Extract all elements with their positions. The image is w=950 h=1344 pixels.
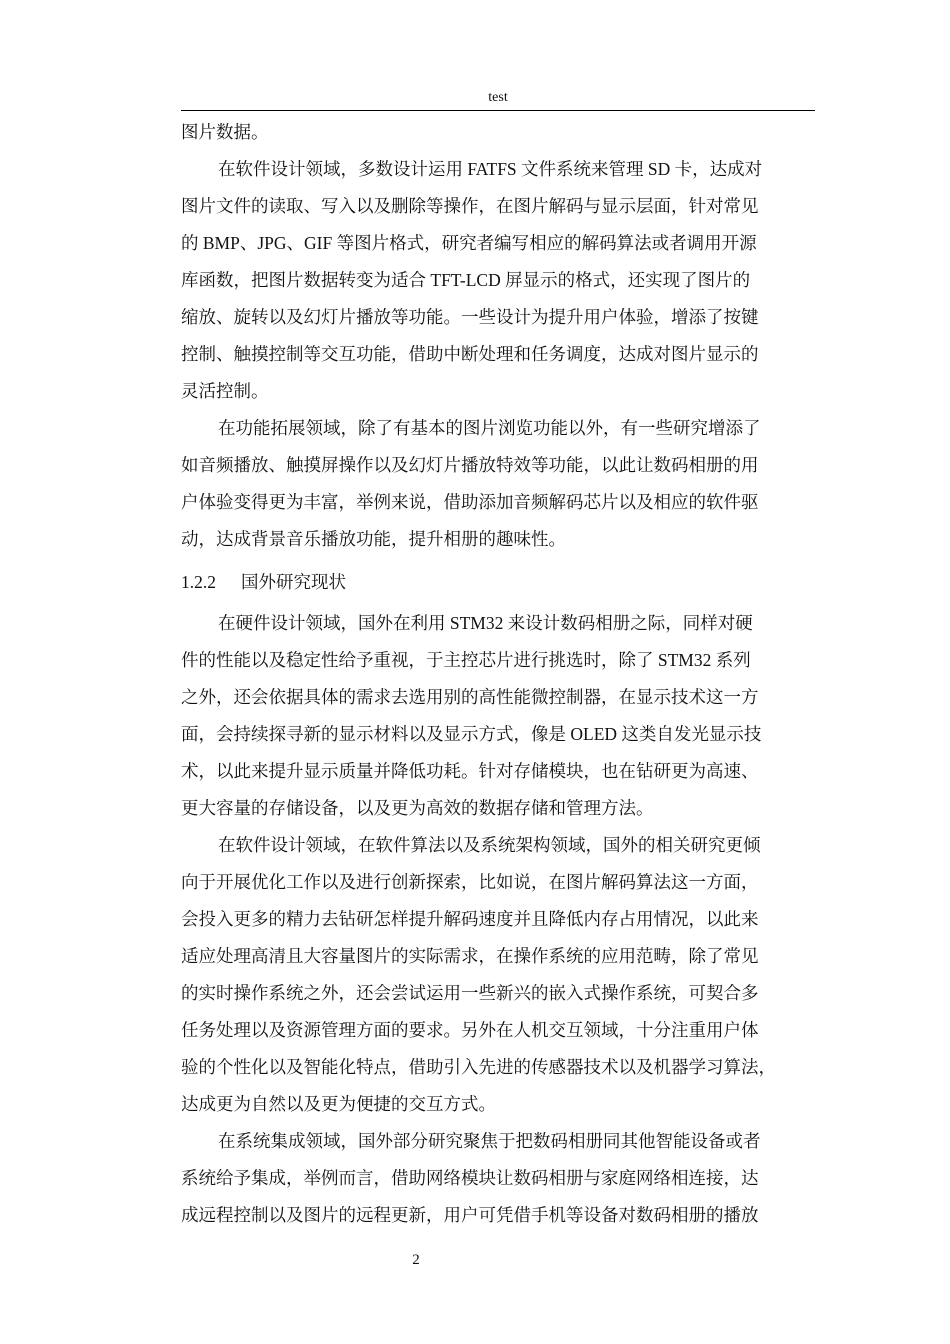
paragraph-software-design bbox=[181, 151, 821, 410]
text-line: 向于开展优化工作以及进行创新探索，比如说，在图片解码算法这一方面， bbox=[181, 872, 759, 892]
text-line: 达成更为自然以及更为便捷的交互方式。 bbox=[181, 1094, 496, 1114]
text-line: 成远程控制以及图片的远程更新，用户可凭借手机等设备对数码相册的播放 bbox=[181, 1205, 759, 1225]
text-line: 件的性能以及稳定性给予重视，于主控芯片进行挑选时，除了 STM32 系列 bbox=[181, 650, 751, 670]
text-line: 适应处理高清且大容量图片的实际需求，在操作系统的应用范畴，除了常见 bbox=[181, 946, 759, 966]
text-line: 图片数据。 bbox=[181, 122, 269, 142]
page-number: 2 bbox=[412, 1252, 420, 1268]
text-line: 在软件设计领域，多数设计运用 FATFS 文件系统来管理 SD 卡，达成对 bbox=[218, 159, 763, 179]
text-line: 的 BMP、JPG、GIF 等图片格式，研究者编写相应的解码算法或者调用开源 bbox=[181, 233, 757, 253]
text-line: 控制、触摸控制等交互功能，借助中断处理和任务调度，达成对图片显示的 bbox=[181, 344, 759, 364]
text-line: 系统给予集成，举例而言，借助网络模块让数码相册与家庭网络相连接，达 bbox=[181, 1168, 759, 1188]
text-line: 术，以此来提升显示质量并降低功耗。针对存储模块，也在钻研更为高速、 bbox=[181, 761, 759, 781]
header-rule bbox=[181, 110, 815, 111]
text-line: 如音频播放、触摸屏操作以及幻灯片播放特效等功能，以此让数码相册的用 bbox=[181, 455, 759, 475]
paragraph-continuation bbox=[181, 114, 821, 151]
text-line: 在硬件设计领域，国外在利用 STM32 来设计数码相册之际，同样对硬 bbox=[218, 613, 753, 633]
section-heading bbox=[181, 564, 821, 601]
text-line: 会投入更多的精力去钻研怎样提升解码速度并且降低内存占用情况，以此来 bbox=[181, 909, 759, 929]
text-line: 之外，还会依据具体的需求去选用别的高性能微控制器，在显示技术这一方 bbox=[181, 687, 759, 707]
text-line: 在软件设计领域，在软件算法以及系统架构领域，国外的相关研究更倾 bbox=[218, 835, 761, 855]
text-line: 在系统集成领域，国外部分研究聚焦于把数码相册同其他智能设备或者 bbox=[218, 1131, 761, 1151]
text-line: 灵活控制。 bbox=[181, 381, 269, 401]
text-line: 任务处理以及资源管理方面的要求。另外在人机交互领域，十分注重用户体 bbox=[181, 1020, 759, 1040]
text-line: 更大容量的存储设备，以及更为高效的数据存储和管理方法。 bbox=[181, 798, 654, 818]
paragraph-hardware-design bbox=[181, 605, 821, 827]
document-body bbox=[181, 114, 821, 1234]
text-line: 图片文件的读取、写入以及删除等操作，在图片解码与显示层面，针对常见 bbox=[181, 196, 759, 216]
text-line: 面，会持续探寻新的显示材料以及显示方式，像是 OLED 这类自发光显示技 bbox=[181, 724, 762, 744]
text-line: 户体验变得更为丰富，举例来说，借助添加音频解码芯片以及相应的软件驱 bbox=[181, 492, 759, 512]
section-number: 1.2.2 bbox=[181, 572, 216, 592]
paragraph-feature-extension bbox=[181, 410, 821, 558]
text-line: 验的个性化以及智能化特点，借助引入先进的传感器技术以及机器学习算法， bbox=[181, 1057, 776, 1077]
paragraph-software-algorithms bbox=[181, 827, 821, 1123]
text-line: 的实时操作系统之外，还会尝试运用一些新兴的嵌入式操作系统，可契合多 bbox=[181, 983, 759, 1003]
paragraph-system-integration bbox=[181, 1123, 821, 1234]
text-line: 动，达成背景音乐播放功能，提升相册的趣味性。 bbox=[181, 529, 566, 549]
page-header: test bbox=[488, 90, 508, 105]
text-line: 库函数，把图片数据转变为适合 TFT-LCD 屏显示的格式，还实现了图片的 bbox=[181, 270, 751, 290]
section-title: 国外研究现状 bbox=[241, 572, 346, 592]
text-line: 在功能拓展领域，除了有基本的图片浏览功能以外，有一些研究增添了 bbox=[218, 418, 761, 438]
text-line: 缩放、旋转以及幻灯片播放等功能。一些设计为提升用户体验，增添了按键 bbox=[181, 307, 759, 327]
